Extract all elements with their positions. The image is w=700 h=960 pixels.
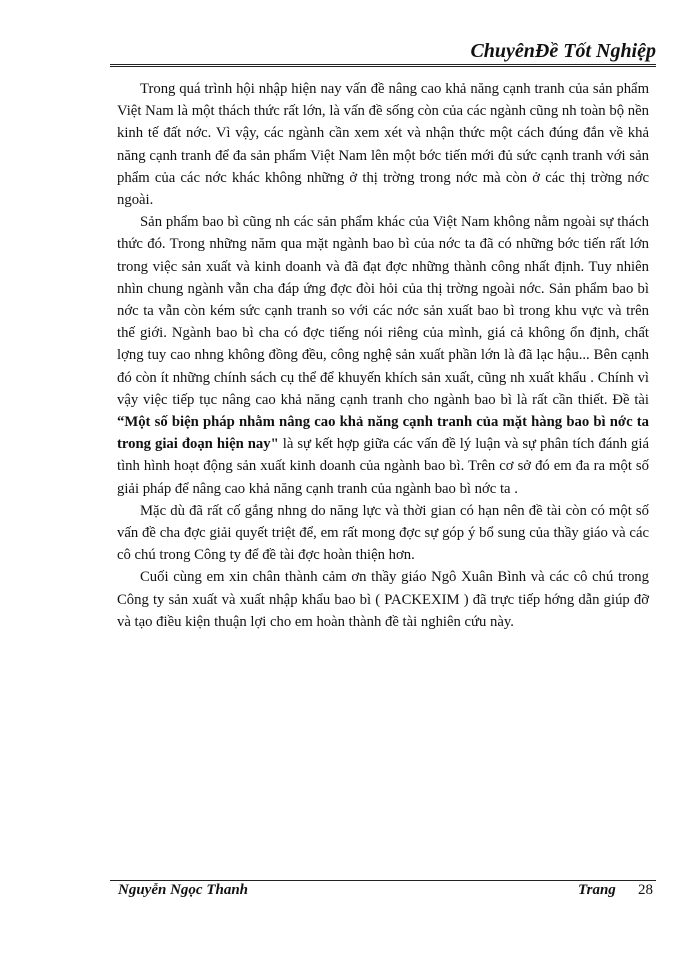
paragraph-4: Cuối cùng em xin chân thành cảm ơn thầy giáo Ngô Xuân Bình và các cô chú trong Công ty sản xuất và xuất nhập khẩu bao bì ( PACKEXIM ) đã trực tiếp hớng dẫn giúp đỡ và tạo điều kiện thuận lợi cho em hoàn thành đề tài nghiên cứu này. — [117, 569, 649, 630]
document-title: ChuyênĐề Tốt Nghiệp — [470, 40, 656, 62]
author-name: Nguyễn Ngọc Thanh — [118, 882, 249, 898]
paragraph-2-end: là sự kết hợp giữa các vấn đề lý luận và sự phân tích đánh giá tình hình hoạt động sản xuất kinh doanh của ngành bao bì. Trên cơ sở đó em đa ra một số giải pháp để nâng cao khả năng cạnh tranh của ngành bao bì nớc ta . — [117, 436, 649, 497]
paragraph-1: Trong quá trình hội nhập hiện nay vấn đề nâng cao khả năng cạnh tranh của sản phẩm Việt Nam là một thách thức rất lớn, là vấn đề sống còn của các ngành cũng nh toàn bộ nền kinh tế đất nớc. Vì vậy, các ngành cần xem xét và nhận thức một cách đúng đắn về khả năng cạnh tranh để đa sản phẩm Việt Nam lên một bớc tiến mới đủ sức cạnh tranh với sản phẩm của các nớc khác không những ở thị trờng trong nớc mà còn ở các thị trờng nớc ngoài. — [117, 81, 649, 209]
paragraph-3: Mặc dù đã rất cố gắng nhng do năng lực và thời gian có hạn nên đề tài còn có một số vấn đề cha đợc giải quyết triệt để, em rất mong đợc sự góp ý bổ sung của thầy giáo và các cô chú trong Công ty để đề tài đợc hoàn thiện hơn. — [117, 502, 649, 564]
footer-divider — [110, 880, 656, 881]
page-number: 28 — [638, 882, 653, 898]
paragraph-2 — [117, 211, 649, 500]
main-content — [117, 78, 649, 633]
page-label: Trang — [578, 882, 616, 898]
paragraph-2-text: Sản phẩm bao bì cũng nh các sản phẩm khác của Việt Nam không nằm ngoài sự thách thức đó. Trong những năm qua mặt ngành bao bì của nớc ta đã có những bớc tiến rất lớn trong việc sản xuất và kinh doanh và đã đạt đợc những thành công nhất định. Tuy nhiên nhìn chung ngành vẫn cha đáp ứng đợc đòi hỏi của thị trờng ngoài nớc. Sản phẩm bao bì nớc ta vẫn còn kém sức cạnh tranh so với các nớc sản xuất bao bì trong khu vực và trên thế giới. Ngành bao bì cha có đợc tiếng nói riêng của mình, giá cả không ổn định, chất lợng tuy cao nhng không đồng đều, công nghệ sản xuất phần lớn là đã lạc hậu... Bên cạnh đó còn ít những chính sách cụ thể để khuyến khích sản xuất, cũng nh xuất khẩu . Chính vì vậy việc tiếp tục nâng cao khả năng cạnh tranh cho ngành bao bì là rất cần thiết. Đề tài — [117, 214, 649, 408]
thesis-topic: “Một số biện pháp nhằm nâng cao khả năng cạnh tranh của mặt hàng bao bì nớc ta trong giai đoạn hiện nay" — [117, 414, 649, 453]
header-divider — [110, 64, 656, 67]
